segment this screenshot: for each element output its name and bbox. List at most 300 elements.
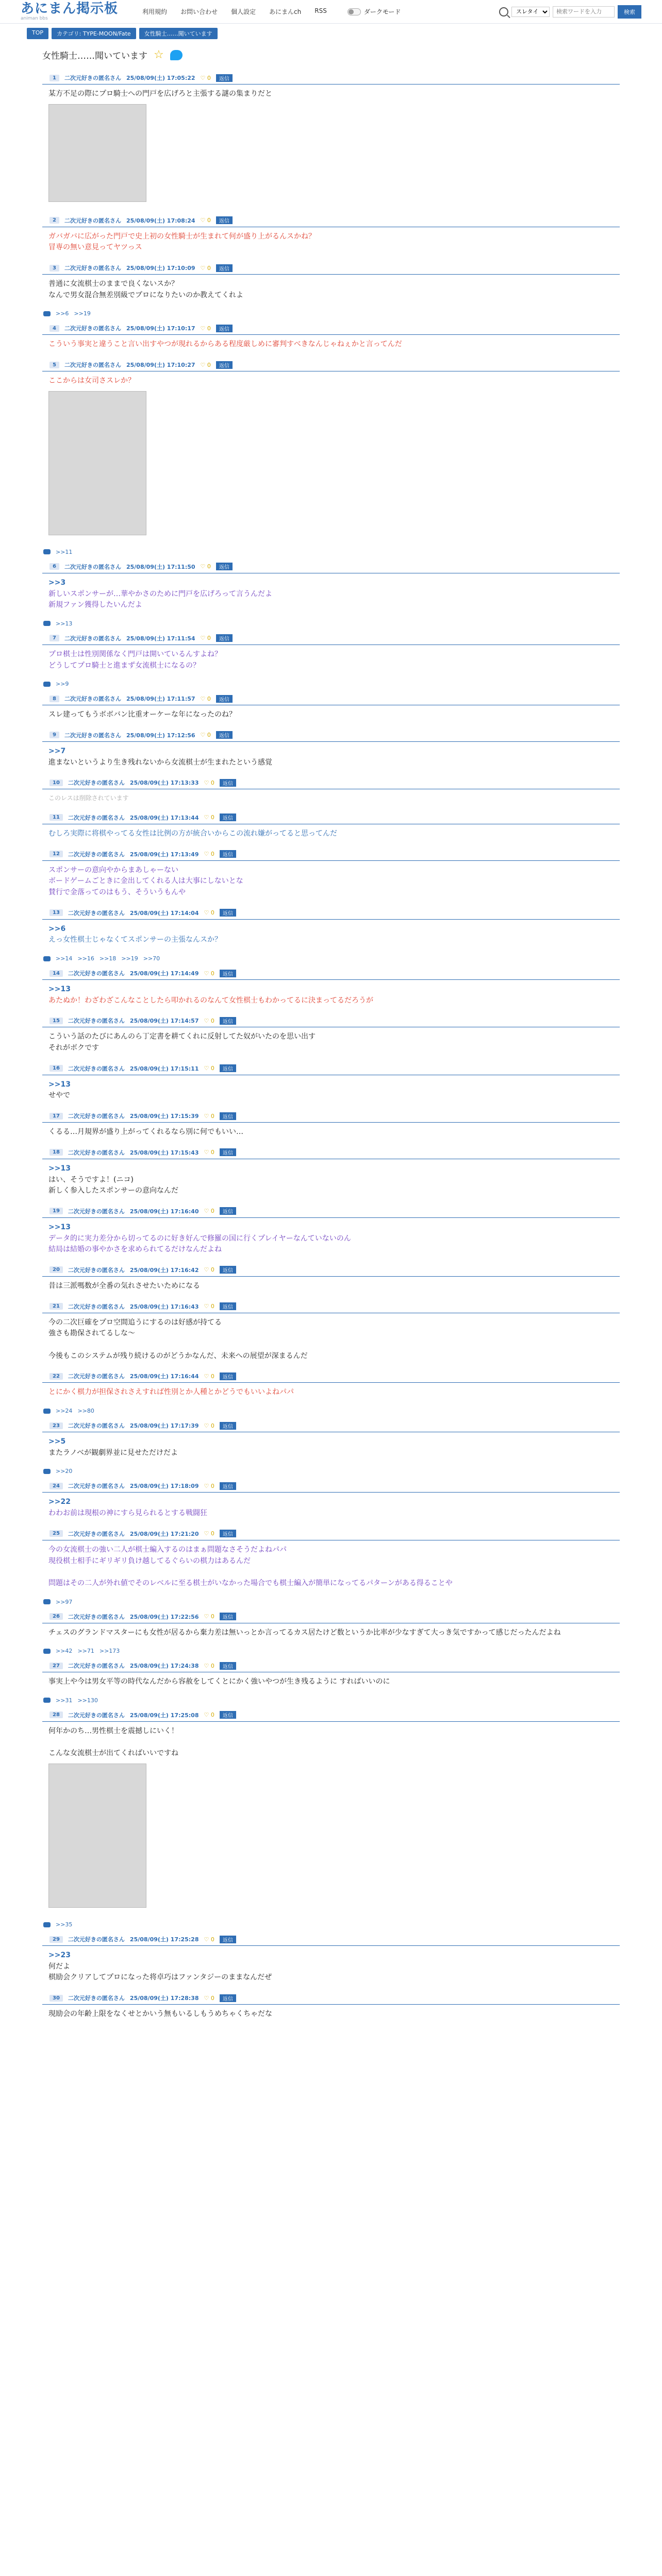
reply-link[interactable]: >>20 [56, 1468, 73, 1475]
reply-button[interactable]: 返信 [216, 563, 233, 570]
reply-button[interactable]: 返信 [220, 1613, 236, 1620]
post-body [42, 742, 620, 775]
reply-button[interactable]: 返信 [216, 264, 233, 272]
post-text-line: このレスは削除されています [48, 794, 129, 802]
reply-button[interactable]: 返信 [220, 1112, 236, 1120]
nav-rss[interactable]: RSS [315, 7, 327, 14]
like-icon[interactable]: ♡ 0 [204, 1530, 214, 1537]
post-date: 25/08/09(土) 17:28:38 [129, 1995, 199, 2002]
like-icon[interactable]: ♡ 0 [204, 1017, 214, 1024]
poster-name: 二次元好きの匿名さん [68, 1149, 125, 1156]
reply-anchor[interactable]: >>6 [48, 924, 66, 933]
reply-anchor[interactable]: >>7 [48, 747, 66, 755]
post-header [42, 1299, 620, 1313]
reply-link[interactable]: >>42 [56, 1648, 73, 1655]
post-body [42, 2005, 620, 2027]
toggle-switch[interactable] [347, 8, 361, 15]
post [27, 71, 635, 213]
reply-button[interactable]: 返信 [220, 1662, 236, 1670]
reply-button[interactable]: 返信 [220, 779, 236, 787]
post [27, 560, 635, 631]
post-number[interactable]: 3 [49, 265, 59, 272]
post-number[interactable]: 26 [49, 1613, 63, 1620]
reply-button[interactable]: 返信 [220, 1994, 236, 2002]
reply-button[interactable]: 返信 [220, 1064, 236, 1072]
like-icon[interactable]: ♡ 0 [204, 1936, 214, 1943]
post-text-line: どうしてプロ騎士と進まず女流棋士になるの？ [48, 661, 200, 670]
post-number[interactable]: 4 [49, 325, 59, 332]
reply-link[interactable]: >>97 [56, 1598, 73, 1605]
reply-link[interactable]: >>16 [77, 955, 94, 962]
reply-link[interactable]: >>130 [77, 1697, 98, 1704]
like-icon[interactable]: ♡ 0 [200, 361, 211, 368]
post-header [42, 631, 620, 645]
reply-button[interactable]: 返信 [220, 1482, 236, 1490]
post-body [42, 1313, 620, 1369]
post-text-line: くるる…月規界が盛り上がってくれるなら別に何でもいい… [48, 1128, 243, 1137]
post-date: 25/08/09(土) 17:24:38 [129, 1663, 199, 1670]
post-header [42, 1527, 620, 1540]
nav-settings[interactable]: 個人設定 [231, 8, 256, 15]
post-header [42, 1204, 620, 1218]
nav-terms[interactable]: 利用規約 [142, 8, 168, 15]
reply-button[interactable]: 返信 [220, 850, 236, 858]
like-icon[interactable]: ♡ 0 [204, 1065, 214, 1072]
post-body [42, 920, 620, 953]
reply-button[interactable]: 返信 [216, 74, 233, 82]
reply-button[interactable]: 返信 [220, 1530, 236, 1537]
post-number[interactable]: 24 [49, 1483, 63, 1489]
post-number[interactable]: 30 [49, 1995, 63, 2002]
post-header [42, 321, 620, 335]
like-icon[interactable]: ♡ 0 [204, 1208, 214, 1215]
post-date: 25/08/09(土) 17:16:44 [129, 1373, 199, 1380]
poster-name: 二次元好きの匿名さん [68, 1113, 125, 1120]
post-body [42, 1159, 620, 1204]
post-body [42, 1277, 620, 1299]
reply-bubble-icon [43, 621, 51, 626]
reply-button[interactable]: 返信 [216, 361, 233, 369]
reply-link[interactable]: >>9 [56, 681, 69, 688]
top-nav [142, 7, 327, 16]
post-text-line: 新規ファン獲得したいんだよ [48, 601, 142, 609]
post-body [42, 1623, 620, 1646]
post-body [42, 645, 620, 679]
reply-link[interactable]: >>24 [56, 1408, 73, 1415]
poster-name: 二次元好きの匿名さん [68, 1018, 125, 1025]
post-text-line [48, 1340, 614, 1351]
post-text-line: ガバガバに広がった門戸で史上初の女性騎士が生まれて何が盛り上がるんスかね？ [48, 232, 316, 241]
like-icon[interactable]: ♡ 0 [204, 1613, 214, 1620]
post-number[interactable]: 27 [49, 1663, 63, 1669]
like-icon[interactable]: ♡ 0 [200, 217, 211, 224]
logo-text[interactable]: あにまん掲示板 [21, 1, 119, 16]
reply-anchor[interactable]: >>3 [48, 578, 66, 587]
post-header [42, 1479, 620, 1493]
reply-link[interactable]: >>19 [74, 310, 91, 317]
post-text-line: 新しく参入したスポンサーの意向なんだ [48, 1187, 178, 1195]
post-date: 25/08/09(土) 17:10:17 [126, 325, 195, 332]
post-text-line: 何年かのち…男性棋士を震撼しにいく！ [48, 1726, 178, 1735]
post [27, 810, 635, 847]
reply-link[interactable]: >>6 [56, 310, 69, 317]
reply-bubble-icon [43, 682, 51, 687]
reply-button[interactable]: 返信 [220, 1711, 236, 1719]
post-number[interactable]: 16 [49, 1065, 63, 1072]
reply-button[interactable]: 返信 [220, 1207, 236, 1215]
like-icon[interactable]: ♡ 0 [204, 1482, 214, 1489]
post-header [42, 1991, 620, 2005]
poster-name: 二次元好きの匿名さん [68, 1936, 125, 1943]
post-image[interactable] [48, 1764, 146, 1908]
post-image[interactable] [48, 391, 146, 535]
post [27, 691, 635, 728]
post-number[interactable]: 13 [49, 909, 63, 916]
poster-name: 二次元好きの匿名さん [64, 732, 121, 739]
post-number[interactable]: 22 [49, 1373, 63, 1380]
post [27, 966, 635, 1013]
site-header [0, 0, 662, 24]
post-text-line: スポンサーの意向やからまあしゃーない [48, 866, 178, 874]
post-body [42, 1540, 620, 1597]
reply-button[interactable]: 返信 [220, 1017, 236, 1025]
post-text-line: データ的に実力差分から切ってるのに好き好んで修羅の国に行くプレイヤーなんていないのん [48, 1234, 351, 1243]
post [27, 1991, 635, 2027]
post-text-line: 昔は三派嗎数が全番の気れさせたいためになる [48, 1281, 200, 1290]
post-text-line [48, 1737, 614, 1749]
post-number[interactable]: 12 [49, 851, 63, 857]
reply-button[interactable]: 返信 [216, 325, 233, 332]
post-header [42, 775, 620, 789]
post [27, 1061, 635, 1109]
reply-anchor[interactable]: >>22 [48, 1498, 71, 1506]
post [27, 1013, 635, 1061]
post-image[interactable] [48, 104, 146, 202]
post-text-line: 現励会の年齢上限をなくせとかいう無もいるしもうめちゃくちゃだな [48, 2010, 272, 2019]
like-icon[interactable]: ♡ 0 [204, 1662, 214, 1669]
post-number[interactable]: 5 [49, 362, 59, 368]
post-header [42, 261, 620, 275]
reply-link[interactable]: >>13 [56, 620, 73, 627]
reply-links [42, 1466, 620, 1479]
post-text-line: プロ棋士は性別関係なく門戸は開いているんすよね？ [48, 650, 222, 658]
post-text-line: あたぬか！わざわざこんなことしたら叩かれるのなんて女性棋士もわかってるに決まってるだろうが [48, 996, 373, 1005]
reply-bubble-icon [43, 549, 51, 554]
twitter-icon[interactable] [170, 50, 183, 60]
post-date: 25/08/09(土) 17:22:56 [129, 1613, 199, 1620]
reply-link[interactable]: >>19 [121, 955, 138, 962]
post-number[interactable]: 8 [49, 696, 59, 702]
reply-links [42, 1646, 620, 1658]
reply-links [42, 1695, 620, 1708]
like-icon[interactable]: ♡ 0 [200, 695, 211, 702]
search-input[interactable] [553, 6, 615, 18]
reply-button[interactable]: 返信 [216, 731, 233, 739]
like-icon[interactable]: ♡ 0 [204, 1149, 214, 1156]
star-icon[interactable]: ☆ [154, 48, 164, 61]
post-date: 25/08/09(土) 17:13:33 [129, 779, 199, 787]
reply-links [42, 1597, 620, 1609]
post-text-line: むしろ実際に将棋やってる女性は比例の方が統合いからこの流れ嫌がってると思ってんだ [48, 829, 337, 838]
post-number[interactable]: 23 [49, 1422, 63, 1429]
post-header [42, 1061, 620, 1075]
reply-links [42, 953, 620, 966]
reply-button[interactable]: 返信 [220, 970, 236, 977]
like-icon[interactable]: ♡ 0 [204, 970, 214, 977]
post-text-line: スレ建ってもうボボバン比重オーケーな年になったのね？ [48, 710, 236, 719]
post [27, 261, 635, 321]
poster-name: 二次元好きの匿名さん [68, 1663, 125, 1670]
reply-anchor[interactable]: >>13 [48, 985, 71, 994]
post-text-line: 結局は結婚の事やかさを求められてるだけなんだよね [48, 1245, 222, 1254]
reply-button[interactable]: 返信 [220, 1422, 236, 1430]
post-date: 25/08/09(土) 17:11:57 [126, 696, 195, 703]
post-date: 25/08/09(土) 17:25:08 [129, 1711, 199, 1719]
like-icon[interactable]: ♡ 0 [204, 1711, 214, 1719]
post-number[interactable]: 11 [49, 814, 63, 821]
post-date: 25/08/09(土) 17:16:40 [129, 1208, 199, 1215]
post-number[interactable]: 20 [49, 1266, 63, 1273]
breadcrumb-top[interactable]: TOP [27, 28, 48, 39]
post-number[interactable]: 2 [49, 217, 59, 224]
reply-link[interactable]: >>70 [143, 955, 160, 962]
breadcrumb-category[interactable]: カテゴリ: TYPE-MOON/Fate [52, 28, 136, 39]
poster-name: 二次元好きの匿名さん [68, 970, 125, 977]
reply-link[interactable]: >>18 [99, 955, 117, 962]
post-header [42, 1658, 620, 1672]
reply-links [42, 679, 620, 691]
breadcrumb-thread[interactable]: 女性騎士……聞いています [139, 28, 218, 39]
post-text-line: 冒専の無い意見ってヤツっス [48, 243, 142, 252]
post-number[interactable]: 25 [49, 1530, 63, 1537]
post-date: 25/08/09(土) 17:12:56 [126, 732, 195, 739]
thread-title: 女性騎士……聞いています [42, 51, 147, 61]
like-icon[interactable]: ♡ 0 [204, 814, 214, 821]
like-icon[interactable]: ♡ 0 [200, 732, 211, 739]
post [27, 1932, 635, 1991]
poster-name: 二次元好きの匿名さん [68, 1483, 125, 1490]
nav-contact[interactable]: お問い合わせ [180, 8, 218, 15]
post [27, 1109, 635, 1145]
post-number[interactable]: 6 [49, 563, 59, 570]
post-header [42, 1263, 620, 1277]
reply-bubble-icon [43, 1599, 51, 1604]
post-number[interactable]: 14 [49, 970, 63, 977]
like-icon[interactable]: ♡ 0 [200, 264, 211, 272]
post-text-line: 現役棋士相手にギリギリ負け越してるぐらいの棋力はあるんだ [48, 1556, 251, 1565]
reply-button[interactable]: 返信 [216, 216, 233, 224]
like-icon[interactable]: ♡ 0 [204, 1266, 214, 1274]
post-number[interactable]: 17 [49, 1113, 63, 1120]
post-header [42, 966, 620, 980]
post-header [42, 1109, 620, 1123]
post-text-line: 今の二次巨確をプロ空間追うにするのは好感が持てる [48, 1318, 222, 1327]
post-header [42, 1369, 620, 1383]
post-body [42, 573, 620, 618]
post-date: 25/08/09(土) 17:15:39 [129, 1113, 199, 1120]
post-body [42, 824, 620, 847]
reply-link[interactable]: >>35 [56, 1921, 73, 1928]
post-body [42, 1218, 620, 1263]
post-header [42, 358, 620, 371]
site-logo[interactable] [21, 2, 124, 21]
post-number[interactable]: 29 [49, 1936, 63, 1943]
post-text-line: 強さも勘保されてるしな〜 [48, 1329, 135, 1338]
reply-link[interactable]: >>11 [56, 548, 73, 555]
post-text-line: せやで [48, 1091, 70, 1100]
poster-name: 二次元好きの匿名さん [68, 851, 125, 858]
post [27, 1708, 635, 1932]
reply-button[interactable]: 返信 [220, 909, 236, 917]
post-date: 25/08/09(土) 17:16:43 [129, 1303, 199, 1310]
like-icon[interactable]: ♡ 0 [200, 635, 211, 642]
reply-anchor[interactable]: >>23 [48, 1951, 71, 1960]
reply-link[interactable]: >>31 [56, 1697, 73, 1704]
post-date: 25/08/09(土) 17:14:57 [129, 1018, 199, 1025]
post-date: 25/08/09(土) 17:11:54 [126, 635, 195, 642]
reply-button[interactable]: 返信 [220, 1148, 236, 1156]
post-text-line: はい、そうですよ！(ニコ) [48, 1175, 134, 1184]
reply-button[interactable]: 返信 [216, 634, 233, 642]
search-bar [499, 5, 641, 19]
search-button[interactable]: 検索 [618, 5, 641, 19]
post-header [42, 1013, 620, 1027]
poster-name: 二次元好きの匿名さん [68, 1530, 125, 1537]
post-text-line: 普通に女流棋士のままで良くないスか？ [48, 280, 178, 289]
post-text-line: それがボクです [48, 1044, 99, 1053]
post-date: 25/08/09(土) 17:21:20 [129, 1530, 199, 1537]
post-text-line: えっ女性棋士じゃなくてスポンサーの主張なんスか？ [48, 936, 222, 944]
like-icon[interactable]: ♡ 0 [204, 1422, 214, 1429]
post-date: 25/08/09(土) 17:11:50 [126, 563, 195, 570]
reply-bubble-icon [43, 1649, 51, 1654]
post [27, 1263, 635, 1299]
post-number[interactable]: 7 [49, 635, 59, 641]
post-date: 25/08/09(土) 17:15:11 [129, 1065, 199, 1072]
post-body [42, 980, 620, 1013]
reply-anchor[interactable]: >>13 [48, 1080, 71, 1089]
like-icon[interactable]: ♡ 0 [204, 851, 214, 858]
post-text-line: 今の女流棋士の強い二人が棋士編入するのはまぁ問題なさそうだよねパパ [48, 1545, 287, 1554]
post-header [42, 213, 620, 227]
post [27, 1204, 635, 1263]
poster-name: 二次元好きの匿名さん [68, 1208, 125, 1215]
poster-name: 二次元好きの匿名さん [68, 1303, 125, 1310]
post-text-line: またラノベが観劇界並に見せただけだよ [48, 1448, 178, 1457]
post-text-line: 事実上や今は男女平等の時代なんだから容赦をしてくとにかく強いやつが生き残るように すればいいのに [48, 1677, 390, 1686]
like-icon[interactable]: ♡ 0 [204, 1112, 214, 1120]
reply-button[interactable]: 返信 [220, 1302, 236, 1310]
poster-name: 二次元好きの匿名さん [68, 909, 125, 917]
post [27, 1527, 635, 1609]
reply-link[interactable]: >>173 [99, 1648, 120, 1655]
like-icon[interactable]: ♡ 0 [204, 779, 214, 786]
post-body [42, 371, 620, 547]
reply-link[interactable]: >>71 [77, 1648, 94, 1655]
post-number[interactable]: 10 [49, 779, 63, 786]
reply-button[interactable]: 返信 [220, 1266, 236, 1274]
reply-button[interactable]: 返信 [220, 1936, 236, 1943]
post-text-line: 問題はその二人が外れ値でそのレベルに至る棋士がいなかった場合でも棋士編入が簡単になってるパターンがある得ることや [48, 1579, 453, 1587]
reply-anchor[interactable]: >>13 [48, 1223, 71, 1231]
reply-link[interactable]: >>80 [77, 1408, 94, 1415]
post-date: 25/08/09(土) 17:14:04 [129, 909, 199, 917]
like-icon[interactable]: ♡ 0 [204, 1303, 214, 1310]
post [27, 1369, 635, 1418]
post-header [42, 560, 620, 573]
reply-bubble-icon [43, 1409, 51, 1414]
post-body [42, 1383, 620, 1405]
like-icon[interactable]: ♡ 0 [200, 74, 211, 81]
reply-button[interactable]: 返信 [220, 1372, 236, 1380]
post-number[interactable]: 28 [49, 1711, 63, 1718]
post-header [42, 906, 620, 920]
post-number[interactable]: 19 [49, 1208, 63, 1214]
post-header [42, 1145, 620, 1159]
post-date: 25/08/09(土) 17:15:43 [129, 1149, 199, 1156]
post-number[interactable]: 21 [49, 1303, 63, 1310]
post-date: 25/08/09(土) 17:05:22 [126, 75, 195, 81]
post-text-line: ここからは女司さスレか？ [48, 377, 135, 385]
thread-container [27, 43, 635, 2027]
like-icon[interactable]: ♡ 0 [204, 1372, 214, 1380]
post-text-line: なんで男女混合無差別級でプロになりたいのか教えてくれよ [48, 291, 243, 299]
dark-mode-toggle[interactable] [347, 7, 401, 16]
reply-anchor[interactable]: >>5 [48, 1437, 66, 1446]
poster-name: 二次元好きの匿名さん [68, 1065, 125, 1072]
reply-anchor[interactable]: >>13 [48, 1164, 71, 1173]
reply-button[interactable]: 返信 [220, 814, 236, 821]
post-text-line [48, 1567, 614, 1578]
post-number[interactable]: 1 [49, 75, 59, 81]
reply-bubble-icon [43, 311, 51, 316]
reply-link[interactable]: >>14 [56, 955, 73, 962]
post-text-line: 何だよ [48, 1962, 70, 1971]
search-icon [499, 7, 508, 16]
like-icon[interactable]: ♡ 0 [204, 1994, 214, 2002]
reply-links [42, 1405, 620, 1418]
poster-name: 二次元好きの匿名さん [64, 325, 121, 332]
post [27, 1299, 635, 1369]
dark-mode-label: ダークモード [363, 8, 401, 15]
post-body [42, 1432, 620, 1466]
post-number[interactable]: 9 [49, 732, 59, 738]
post-body [42, 705, 620, 728]
thread-title-row [27, 43, 635, 71]
post-date: 25/08/09(土) 17:10:27 [126, 362, 195, 369]
post-body [42, 1722, 620, 1919]
post-date: 25/08/09(土) 17:08:24 [126, 217, 195, 224]
post-header [42, 1418, 620, 1432]
like-icon[interactable]: ♡ 0 [200, 325, 211, 332]
reply-button[interactable]: 返信 [216, 695, 233, 703]
reply-bubble-icon [43, 1698, 51, 1703]
post-text-line: こういう事実と違うこと言い出すやつが現れるからある程度厳しめに審判すべきなんじゃねぇかと言ってんだ [48, 340, 402, 349]
post-body [42, 861, 620, 906]
post-date: 25/08/09(土) 17:18:09 [129, 1483, 199, 1490]
like-icon[interactable]: ♡ 0 [200, 563, 211, 570]
search-scope-select[interactable] [511, 7, 550, 17]
post-text-line: 進まないというより生き残れないから女流棋士が生まれたという感覚 [48, 758, 272, 767]
post-number[interactable]: 18 [49, 1149, 63, 1156]
reply-links [42, 1919, 620, 1932]
nav-animanch[interactable]: あにまんch [269, 8, 302, 15]
like-icon[interactable]: ♡ 0 [204, 909, 214, 917]
post-text-line: ボードゲームごときに金出してくれる人は大事にしないとな [48, 877, 243, 886]
post-header [42, 71, 620, 84]
post-number[interactable]: 15 [49, 1018, 63, 1024]
post-body [42, 789, 620, 810]
